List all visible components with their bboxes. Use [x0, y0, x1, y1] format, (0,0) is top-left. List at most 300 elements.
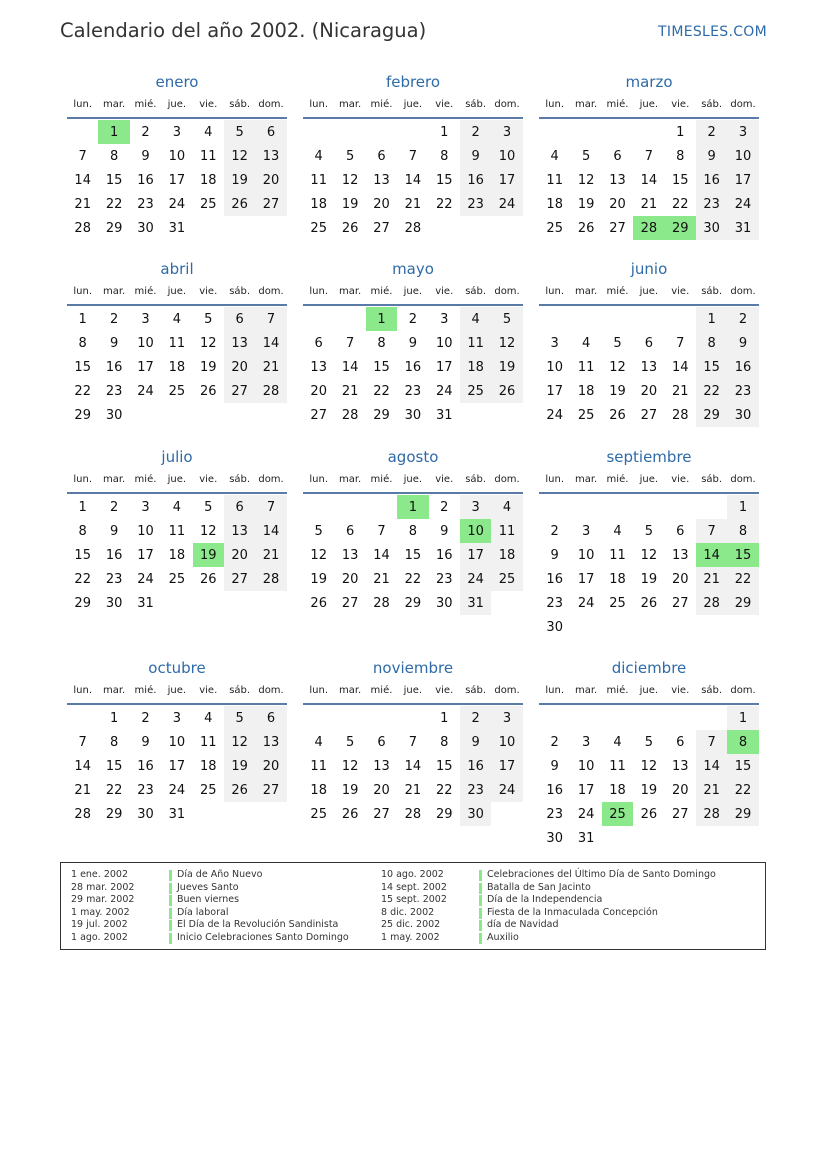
day-cell: 3: [141, 311, 150, 327]
empty-cell: [570, 706, 601, 730]
weekday-label: sáb.: [465, 474, 487, 485]
weekday-label: sáb.: [465, 286, 487, 297]
legend-color-marker: [169, 920, 172, 931]
weekday-label: mar.: [574, 685, 598, 696]
month-name: agosto: [387, 448, 439, 466]
month-mayo: [303, 258, 523, 427]
weekday-label: vie.: [671, 99, 690, 110]
day-cell: 2: [440, 499, 449, 515]
day-cell: 6: [345, 523, 355, 539]
day-cell: 28: [255, 567, 286, 591]
day-cell: 4: [204, 124, 213, 140]
day-grid: [67, 495, 287, 615]
weekday-label: lun.: [73, 685, 93, 696]
day-cell: 17: [491, 754, 522, 778]
day-cell: 10: [168, 148, 186, 164]
day-cell: 3: [491, 706, 522, 730]
day-cell: 15: [373, 359, 390, 375]
day-cell: 13: [224, 519, 255, 543]
weekday-header: [539, 93, 759, 117]
month-febrero: [303, 71, 523, 240]
day-cell: 26: [609, 407, 626, 423]
day-cell: 31: [137, 595, 154, 611]
weekday-label: mié.: [606, 286, 629, 297]
day-cell: 30: [727, 403, 758, 427]
day-cell: 14: [255, 519, 286, 543]
weekday-label: jue.: [639, 685, 659, 696]
header-divider: [539, 492, 759, 494]
weekday-label: vie.: [671, 685, 690, 696]
day-cell: 24: [137, 571, 154, 587]
day-cell: 18: [609, 571, 626, 587]
day-cell: 27: [373, 806, 390, 822]
weekday-header: [303, 468, 523, 492]
day-cell: 13: [640, 359, 658, 375]
day-grid: [303, 495, 523, 615]
empty-cell: [539, 706, 570, 730]
empty-cell: [334, 495, 365, 519]
empty-cell: [67, 706, 98, 730]
day-cell: 8: [696, 331, 727, 355]
weekday-label: lun.: [545, 99, 565, 110]
weekday-header: [539, 280, 759, 304]
day-cell: 11: [491, 519, 522, 543]
weekday-label: lun.: [545, 286, 565, 297]
legend-color-marker: [169, 933, 172, 944]
day-cell: 30: [696, 216, 727, 240]
day-cell: 6: [255, 706, 286, 730]
holiday-day-cell: 14: [696, 543, 727, 567]
day-cell: 27: [609, 220, 626, 236]
day-cell: 21: [671, 383, 689, 399]
day-cell: 1: [676, 124, 685, 140]
day-cell: 1: [78, 311, 87, 327]
header-divider: [303, 492, 523, 494]
weekday-label: dom.: [730, 286, 756, 297]
day-cell: 24: [168, 782, 186, 798]
day-cell: 6: [314, 335, 323, 351]
day-cell: 16: [137, 172, 154, 188]
day-cell: 17: [137, 359, 154, 375]
month-name: febrero: [385, 73, 441, 91]
header-divider: [303, 304, 523, 306]
day-cell: 23: [137, 782, 154, 798]
weekday-label: dom.: [730, 99, 756, 110]
day-cell: 2: [727, 307, 758, 331]
day-cell: 25: [546, 220, 563, 236]
day-cell: 8: [676, 148, 685, 164]
day-cell: 30: [404, 407, 422, 423]
day-cell: 2: [696, 120, 727, 144]
legend-color-marker: [169, 870, 172, 881]
day-cell: 21: [696, 567, 727, 591]
day-cell: 28: [255, 379, 286, 403]
day-cell: 3: [172, 710, 181, 726]
header-divider: [539, 117, 759, 119]
day-cell: 12: [609, 359, 626, 375]
weekday-header: [67, 280, 287, 304]
day-cell: 5: [613, 335, 622, 351]
day-cell: 28: [373, 595, 390, 611]
day-cell: 17: [168, 172, 186, 188]
day-cell: 12: [640, 547, 658, 563]
day-cell: 10: [727, 144, 758, 168]
day-cell: 7: [255, 495, 286, 519]
day-cell: 8: [408, 523, 417, 539]
day-cell: 7: [377, 523, 386, 539]
day-cell: 21: [74, 782, 91, 798]
weekday-header: [539, 468, 759, 492]
holiday-day-cell: 25: [602, 802, 633, 826]
weekday-label: jue.: [639, 286, 659, 297]
day-cell: 13: [341, 547, 359, 563]
weekday-label: vie.: [671, 474, 690, 485]
day-cell: 26: [199, 383, 217, 399]
day-cell: 12: [491, 331, 522, 355]
day-cell: 14: [640, 172, 658, 188]
day-cell: 29: [105, 220, 123, 236]
day-cell: 25: [199, 782, 217, 798]
weekday-label: lun.: [73, 99, 93, 110]
day-cell: 18: [168, 547, 186, 563]
day-cell: 4: [550, 148, 559, 164]
day-cell: 21: [404, 196, 422, 212]
weekday-label: mié.: [606, 474, 629, 485]
day-cell: 2: [109, 499, 119, 515]
day-cell: 16: [435, 547, 453, 563]
day-cell: 18: [609, 782, 626, 798]
day-cell: 7: [696, 519, 727, 543]
empty-cell: [539, 120, 570, 144]
brand-logo[interactable]: TIMESLES.COM: [658, 24, 767, 40]
day-cell: 12: [224, 144, 255, 168]
day-cell: 18: [310, 782, 327, 798]
empty-cell: [303, 307, 334, 331]
day-cell: 24: [137, 383, 154, 399]
day-cell: 10: [137, 523, 154, 539]
month-septiembre: [539, 446, 759, 639]
legend-holiday-name: Día de Año Nuevo: [177, 869, 263, 880]
weekday-label: vie.: [199, 685, 218, 696]
month-enero: [67, 71, 287, 240]
day-cell: 20: [373, 196, 390, 212]
weekday-label: lun.: [309, 99, 329, 110]
day-cell: 30: [105, 407, 123, 423]
day-cell: 21: [341, 383, 359, 399]
day-cell: 7: [676, 335, 685, 351]
day-cell: 1: [440, 124, 449, 140]
day-cell: 7: [408, 148, 417, 164]
day-cell: 20: [373, 782, 390, 798]
weekday-label: jue.: [639, 99, 659, 110]
day-cell: 31: [577, 830, 595, 846]
day-cell: 11: [577, 359, 595, 375]
holiday-day-cell: 29: [665, 216, 696, 240]
day-cell: 25: [460, 379, 491, 403]
legend-holiday-name: Celebraciones del Último Día de Santo Domingo: [487, 869, 716, 880]
day-cell: 13: [255, 730, 286, 754]
day-grid: [539, 307, 759, 427]
day-cell: 6: [377, 734, 386, 750]
day-cell: 18: [199, 758, 217, 774]
day-cell: 5: [644, 734, 653, 750]
day-cell: 17: [168, 758, 186, 774]
day-cell: 31: [435, 407, 453, 423]
day-cell: 26: [341, 806, 359, 822]
weekday-label: mié.: [370, 99, 393, 110]
legend-date: 1 ago. 2002: [71, 931, 128, 943]
weekday-label: sáb.: [229, 685, 251, 696]
legend-color-marker: [479, 908, 482, 919]
day-cell: 26: [199, 571, 217, 587]
weekday-label: mar.: [338, 685, 362, 696]
weekday-label: dom.: [258, 286, 284, 297]
day-cell: 7: [78, 734, 87, 750]
day-cell: 21: [74, 196, 91, 212]
day-cell: 4: [581, 335, 591, 351]
empty-cell: [665, 307, 696, 331]
day-cell: 27: [310, 407, 327, 423]
day-cell: 22: [373, 383, 390, 399]
weekday-label: mar.: [338, 474, 362, 485]
day-cell: 6: [377, 148, 386, 164]
day-cell: 13: [671, 547, 689, 563]
weekday-label: mié.: [370, 286, 393, 297]
day-cell: 25: [310, 806, 327, 822]
day-grid: [67, 307, 287, 427]
day-cell: 19: [310, 571, 327, 587]
day-cell: 26: [224, 192, 255, 216]
legend-date: 10 ago. 2002: [381, 869, 444, 880]
day-cell: 11: [609, 758, 626, 774]
weekday-header: [303, 679, 523, 703]
weekday-label: jue.: [167, 685, 187, 696]
day-cell: 12: [341, 758, 359, 774]
month-name: julio: [161, 448, 193, 466]
day-cell: 10: [491, 730, 522, 754]
weekday-label: vie.: [199, 474, 218, 485]
empty-cell: [334, 307, 365, 331]
day-cell: 5: [491, 307, 522, 331]
day-grid: [303, 120, 523, 240]
weekday-label: mar.: [102, 99, 126, 110]
day-cell: 29: [696, 403, 727, 427]
empty-cell: [602, 495, 633, 519]
empty-cell: [665, 495, 696, 519]
holiday-day-cell: 28: [633, 216, 664, 240]
day-cell: 18: [491, 543, 522, 567]
day-cell: 3: [727, 120, 758, 144]
day-cell: 14: [373, 547, 390, 563]
weekday-header: [67, 93, 287, 117]
legend-date: 19 jul. 2002: [71, 919, 128, 930]
holiday-day-cell: 1: [397, 495, 428, 519]
holiday-day-cell: 10: [460, 519, 491, 543]
empty-cell: [633, 706, 664, 730]
weekday-label: mar.: [574, 99, 598, 110]
day-cell: 13: [671, 758, 689, 774]
weekday-label: jue.: [167, 286, 187, 297]
month-name: junio: [630, 260, 668, 278]
day-cell: 4: [491, 495, 522, 519]
day-cell: 1: [727, 495, 758, 519]
weekday-label: dom.: [258, 685, 284, 696]
month-name: marzo: [625, 73, 673, 91]
day-cell: 4: [613, 734, 622, 750]
header-divider: [303, 703, 523, 705]
weekday-label: sáb.: [701, 286, 723, 297]
weekday-label: sáb.: [465, 99, 487, 110]
weekday-label: mar.: [574, 474, 598, 485]
day-cell: 12: [199, 335, 217, 351]
day-cell: 29: [404, 595, 422, 611]
weekday-label: jue.: [403, 474, 423, 485]
day-cell: 26: [577, 220, 595, 236]
weekday-label: lun.: [73, 474, 93, 485]
day-cell: 26: [224, 778, 255, 802]
weekday-label: lun.: [309, 474, 329, 485]
legend-date: 15 sept. 2002: [381, 894, 447, 905]
day-cell: 10: [577, 547, 595, 563]
day-cell: 12: [640, 758, 658, 774]
day-cell: 9: [109, 335, 119, 351]
day-cell: 10: [546, 359, 563, 375]
day-cell: 8: [109, 734, 119, 750]
weekday-label: sáb.: [701, 685, 723, 696]
day-cell: 11: [310, 758, 327, 774]
day-cell: 22: [404, 571, 422, 587]
day-cell: 21: [404, 782, 422, 798]
day-cell: 15: [74, 547, 91, 563]
empty-cell: [633, 120, 664, 144]
day-cell: 5: [204, 499, 213, 515]
day-cell: 28: [696, 802, 727, 826]
day-cell: 16: [696, 168, 727, 192]
empty-cell: [67, 120, 98, 144]
empty-cell: [366, 706, 397, 730]
legend-holiday-name: Fiesta de la Inmaculada Concepción: [487, 906, 658, 918]
day-cell: 2: [141, 710, 150, 726]
day-cell: 9: [460, 730, 491, 754]
legend-color-marker: [169, 895, 172, 906]
weekday-label: mar.: [102, 474, 126, 485]
day-cell: 12: [577, 172, 595, 188]
weekday-label: vie.: [199, 99, 218, 110]
day-cell: 6: [676, 734, 685, 750]
weekday-label: lun.: [545, 474, 565, 485]
day-cell: 27: [255, 192, 286, 216]
day-cell: 14: [74, 172, 91, 188]
day-cell: 2: [550, 523, 559, 539]
weekday-header: [67, 679, 287, 703]
day-cell: 22: [435, 196, 453, 212]
weekday-label: mié.: [370, 685, 393, 696]
empty-cell: [665, 706, 696, 730]
weekday-header: [303, 280, 523, 304]
page-title: Calendario del año 2002. (Nicaragua): [60, 19, 427, 42]
day-cell: 20: [640, 383, 658, 399]
day-cell: 11: [199, 734, 217, 750]
day-cell: 13: [609, 172, 626, 188]
day-cell: 10: [577, 758, 595, 774]
weekday-label: lun.: [73, 286, 93, 297]
month-julio: [67, 446, 287, 615]
day-cell: 11: [609, 547, 626, 563]
weekday-label: dom.: [494, 474, 520, 485]
day-cell: 29: [373, 407, 390, 423]
weekday-header: [539, 679, 759, 703]
day-grid: [539, 120, 759, 240]
day-cell: 8: [78, 335, 87, 351]
day-cell: 1: [696, 307, 727, 331]
month-diciembre: [539, 657, 759, 850]
day-cell: 17: [546, 383, 563, 399]
day-cell: 17: [435, 359, 453, 375]
weekday-label: jue.: [639, 474, 659, 485]
day-cell: 27: [224, 379, 255, 403]
day-cell: 29: [727, 802, 758, 826]
day-cell: 10: [435, 335, 453, 351]
day-cell: 5: [224, 706, 255, 730]
day-cell: 14: [404, 758, 422, 774]
day-cell: 6: [613, 148, 622, 164]
day-cell: 11: [168, 523, 186, 539]
weekday-label: mar.: [102, 286, 126, 297]
day-cell: 20: [255, 168, 286, 192]
legend-date: 28 mar. 2002: [71, 881, 135, 893]
day-cell: 17: [727, 168, 758, 192]
day-cell: 23: [546, 595, 563, 611]
day-cell: 17: [577, 782, 595, 798]
day-cell: 6: [676, 523, 685, 539]
weekday-label: jue.: [167, 474, 187, 485]
day-cell: 23: [435, 571, 453, 587]
weekday-label: lun.: [309, 685, 329, 696]
day-cell: 14: [74, 758, 91, 774]
day-cell: 10: [491, 144, 522, 168]
day-cell: 26: [640, 806, 658, 822]
day-cell: 23: [727, 379, 758, 403]
day-cell: 7: [644, 148, 653, 164]
day-cell: 9: [141, 734, 150, 750]
weekday-label: sáb.: [229, 99, 251, 110]
weekday-label: mié.: [134, 99, 157, 110]
month-name: abril: [160, 260, 194, 278]
day-cell: 6: [255, 120, 286, 144]
empty-cell: [602, 307, 633, 331]
day-cell: 3: [581, 523, 591, 539]
day-cell: 25: [310, 220, 327, 236]
day-cell: 1: [440, 710, 449, 726]
empty-cell: [303, 706, 334, 730]
day-cell: 20: [671, 571, 689, 587]
day-cell: 19: [199, 359, 217, 375]
day-cell: 15: [671, 172, 689, 188]
day-grid: [303, 706, 523, 826]
day-cell: 18: [577, 383, 595, 399]
day-cell: 28: [671, 407, 689, 423]
day-cell: 9: [550, 547, 559, 563]
weekday-label: sáb.: [229, 474, 251, 485]
day-cell: 2: [408, 311, 417, 327]
day-cell: 8: [109, 148, 119, 164]
day-cell: 9: [408, 335, 417, 351]
day-cell: 23: [105, 383, 123, 399]
weekday-label: mié.: [134, 685, 157, 696]
day-cell: 20: [224, 355, 255, 379]
weekday-label: mié.: [606, 685, 629, 696]
month-abril: [67, 258, 287, 427]
